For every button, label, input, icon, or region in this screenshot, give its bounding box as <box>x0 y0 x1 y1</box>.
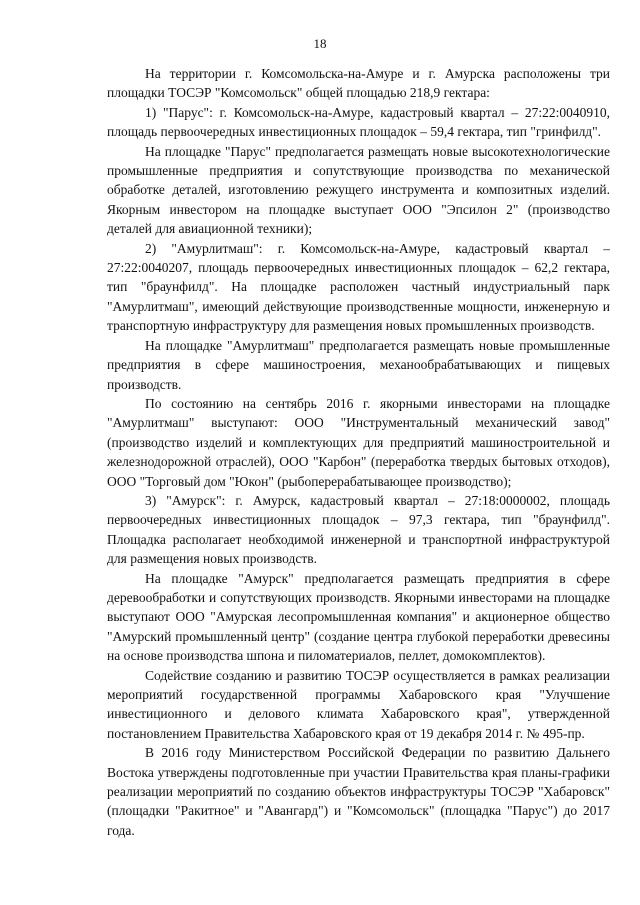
paragraph-ministry-plans: В 2016 году Министерством Российской Федерации по развитию Дальнего Востока утверждены подготовленные при участии Правительства края планы-графики реализации мероприятий по созданию объектов инфраструктуры ТОСЭР "Хабаровск" (площадки "Ракитное" и "Авангард") и "Комсомольск" (площадка "Парус") до 2017 года. <box>107 745 610 838</box>
page-number: 18 <box>313 36 327 51</box>
paragraph-site-amursk: 3) "Амурск": г. Амурск, кадастровый квартал – 27:18:0000002, площадь первоочередных инвестиционных площадок – 97,3 гектара, тип "браунфилд". Площадка располагает необходимой инженерной и транспортной инфраструктурой для размещения новых производств. <box>107 492 610 567</box>
paragraph-amursk-plans: На площадке "Амурск" предполагается размещать предприятия в сфере деревообработки и сопутствующих производств. Якорными инвесторами на площадке выступают ООО "Амурская лесопромышленная компания" и акционерное общество "Амурский промышленный центр" (создание центра глубокой переработки древесины на основе производства шпона и пиломатериалов, пеллет, домокомплектов). <box>107 570 610 664</box>
paragraph-amurlitmash-investors: По состоянию на сентябрь 2016 г. якорными инвесторами на площадке "Амурлитмаш" выступают: ООО "Инструментальный механический завод" (производство изделий и комплектующих для предприятий машиностроительной и железнодорожной отраслей), ООО "Карбон" (переработка твердых бытовых отходов), ООО "Торговый дом "Юкон" (рыбоперерабатывающее производство); <box>107 395 610 489</box>
paragraph-parus-plans: На площадке "Парус" предполагается размещать новые высокотехнологические промышленные предприятия и сопутствующие производства по механической обработке деталей, изготовлению режущего инструмента и композитных изделий. Якорным инвестором на площадке выступает ООО "Эпсилон 2" (производство деталей для авиационной техники); <box>107 143 610 237</box>
document-body <box>107 64 610 840</box>
paragraph-site-parus: 1) "Парус": г. Комсомольск-на-Амуре, кадастровый квартал – 27:22:0040910, площадь первоочередных инвестиционных площадок – 59,4 гектара, тип "гринфилд". <box>107 104 610 140</box>
paragraph-site-amurlitmash: 2) "Амурлитмаш": г. Комсомольск-на-Амуре, кадастровый квартал – 27:22:0040207, площадь первоочередных инвестиционных площадок – 62,2 гектара, тип "браунфилд". На площадке расположен частный индустриальный парк "Амурлитмаш", имеющий действующие производственные мощности, инженерную и транспортную инфраструктуру для размещения новых промышленных производств. <box>107 240 610 334</box>
paragraph-amurlitmash-plans: На площадке "Амурлитмаш" предполагается размещать новые промышленные предприятия в сфере машиностроения, механообрабатывающих и пищевых производств. <box>107 337 610 392</box>
paragraph-state-program: Содействие созданию и развитию ТОСЭР осуществляется в рамках реализации мероприятий государственной программы Хабаровского края "Улучшение инвестиционного и делового климата Хабаровского края", утвержденной постановлением Правительства Хабаровского края от 19 декабря 2014 г. № 495-пр. <box>107 667 610 741</box>
paragraph-intro: На территории г. Комсомольска-на-Амуре и г. Амурска расположены три площадки ТОСЭР "Комсомольск" общей площадью 218,9 гектара: <box>107 66 610 101</box>
